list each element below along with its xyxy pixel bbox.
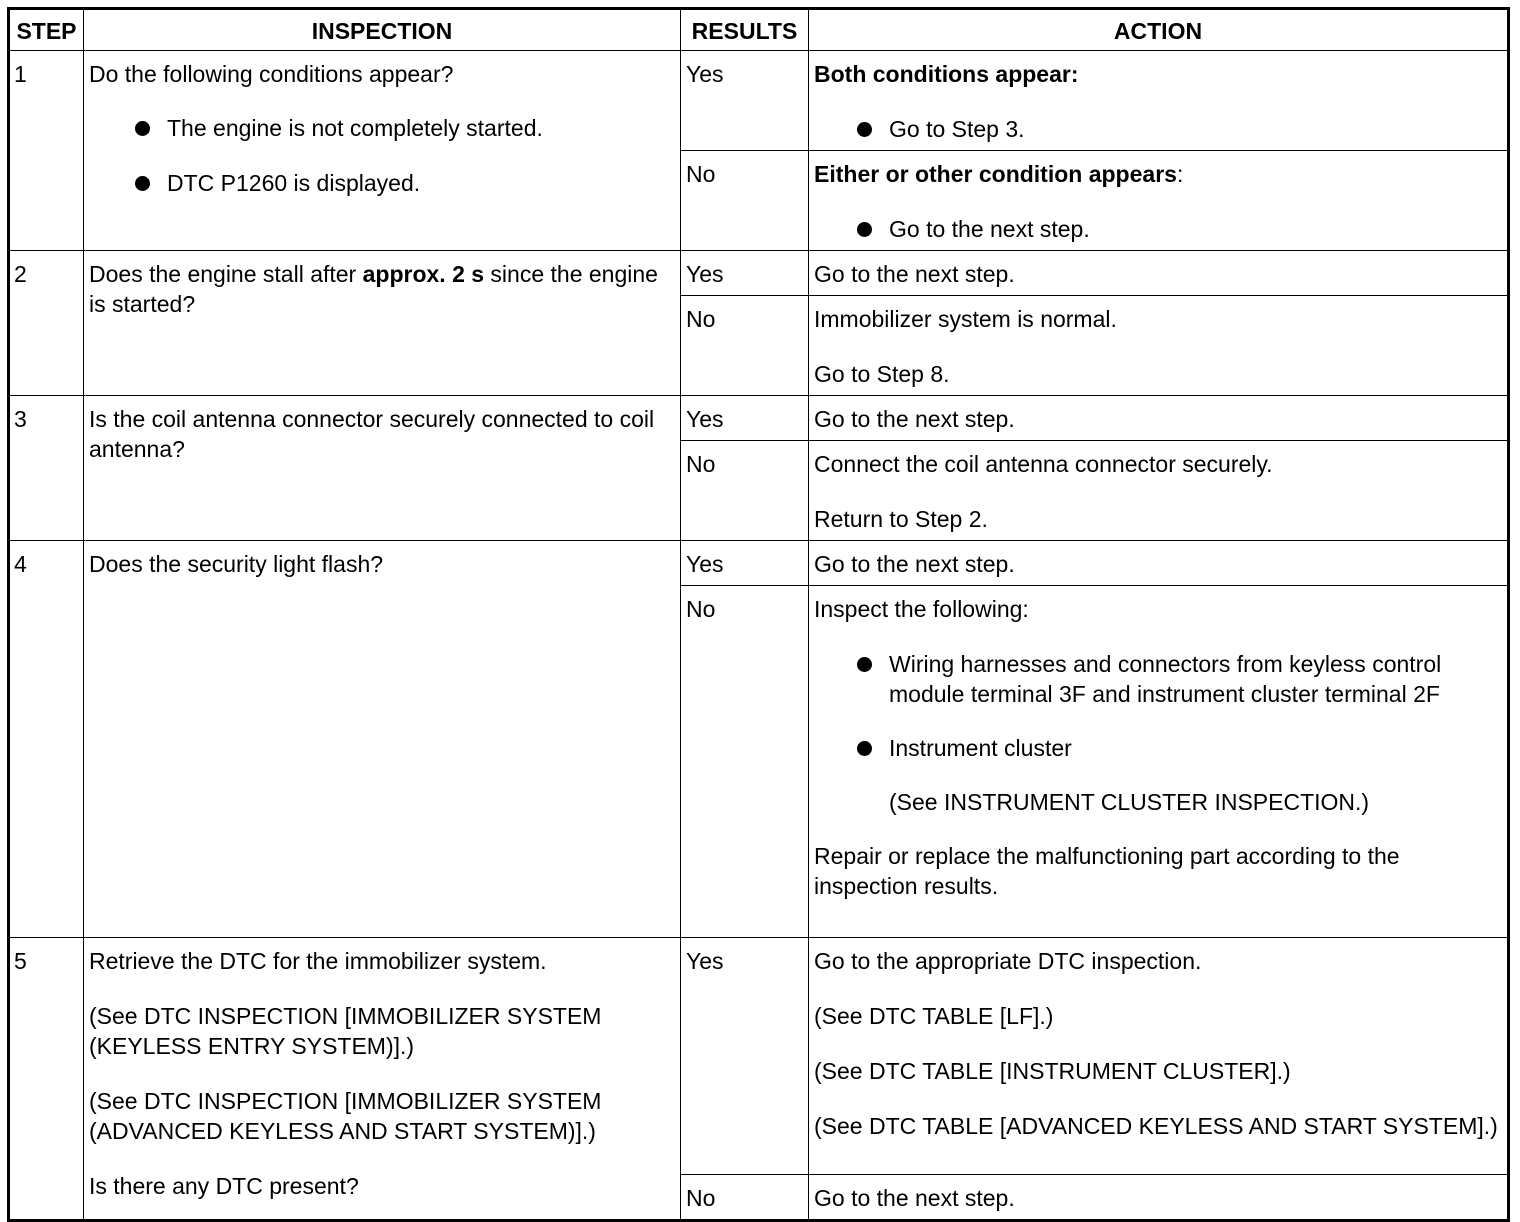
step-4-action-yes: Go to the next step. xyxy=(809,541,1509,586)
list-item: Instrument cluster (See INSTRUMENT CLUSTER INSPECTION.) xyxy=(857,733,1502,817)
bullet-icon xyxy=(857,122,872,137)
step-1-result-yes: Yes xyxy=(681,51,809,151)
step-1-number: 1 xyxy=(9,51,84,251)
step-3-action-no: Connect the coil antenna connector securely. Return to Step 2. xyxy=(809,441,1509,541)
bullet-icon xyxy=(857,222,872,237)
header-results: RESULTS xyxy=(681,9,809,51)
step-5-result-yes: Yes xyxy=(681,938,809,1175)
step-4-inspect-list xyxy=(814,649,1502,817)
step-2-yes-row xyxy=(9,251,1509,296)
step-2-inspection: Does the engine stall after approx. 2 s since the engine is started? xyxy=(84,251,681,396)
step-4-action-no: Inspect the following: Wiring harnesses and connectors from keyless control module terminal 3F and instrument cluster terminal 2F Instrument cluster (See INSTRUMENT CLUSTER INSPECTION.) Repair or replace the malfunctioning part according to the inspection results. xyxy=(809,586,1509,938)
header-action: ACTION xyxy=(809,9,1509,51)
step-3-action-yes: Go to the next step. xyxy=(809,396,1509,441)
step-3-result-no: No xyxy=(681,441,809,541)
step-4-result-yes: Yes xyxy=(681,541,809,586)
list-item: Wiring harnesses and connectors from keyless control module terminal 3F and instrument cluster terminal 2F xyxy=(857,649,1502,709)
troubleshooting-table xyxy=(7,7,1510,1222)
step-1-yes-row xyxy=(9,51,1509,151)
header-inspection: INSPECTION xyxy=(84,9,681,51)
step-4-result-no: No xyxy=(681,586,809,938)
bullet-icon xyxy=(857,657,872,672)
list-item: DTC P1260 is displayed. xyxy=(135,168,675,198)
bullet-icon xyxy=(135,176,150,191)
step-5-action-no: Go to the next step. xyxy=(809,1175,1509,1221)
step-5-number: 5 xyxy=(9,938,84,1221)
header-row xyxy=(9,9,1509,51)
step-1-action-yes xyxy=(809,51,1509,151)
step-3-result-yes: Yes xyxy=(681,396,809,441)
step-1-action-no: Either or other condition appears: Go to the next step. xyxy=(809,151,1509,251)
list-item: Go to the next step. xyxy=(857,214,1502,244)
step-1-question: Do the following conditions appear? xyxy=(89,61,454,87)
step-1-condition-list xyxy=(89,113,675,198)
step-4-number: 4 xyxy=(9,541,84,938)
step-2-result-no: No xyxy=(681,296,809,396)
step-4-reference: (See INSTRUMENT CLUSTER INSPECTION.) xyxy=(889,789,1370,815)
step-5-action-yes: Go to the appropriate DTC inspection. (See DTC TABLE [LF].) (See DTC TABLE [INSTRUMENT CLUSTER].) (See DTC TABLE [ADVANCED KEYLESS AND START SYSTEM].) xyxy=(809,938,1509,1175)
step-1-inspection xyxy=(84,51,681,251)
step-2-action-yes: Go to the next step. xyxy=(809,251,1509,296)
step-3-yes-row xyxy=(9,396,1509,441)
step-1-no-heading: Either or other condition appears xyxy=(814,161,1177,187)
step-4-yes-row xyxy=(9,541,1509,586)
step-2-action-no: Immobilizer system is normal. Go to Step 8. xyxy=(809,296,1509,396)
step-4-inspection: Does the security light flash? xyxy=(84,541,681,938)
step-1-result-no: No xyxy=(681,151,809,251)
step-2-result-yes: Yes xyxy=(681,251,809,296)
bullet-icon xyxy=(857,741,872,756)
step-3-inspection: Is the coil antenna connector securely connected to coil antenna? xyxy=(84,396,681,541)
list-item: The engine is not completely started. xyxy=(135,113,675,143)
header-step: STEP xyxy=(9,9,84,51)
bullet-icon xyxy=(135,121,150,136)
step-2-number: 2 xyxy=(9,251,84,396)
step-5-inspection: Retrieve the DTC for the immobilizer system. (See DTC INSPECTION [IMMOBILIZER SYSTEM (KEYLESS ENTRY SYSTEM)].) (See DTC INSPECTION [IMMOBILIZER SYSTEM (ADVANCED KEYLESS AND START SYSTEM)].) Is there any DTC present? xyxy=(84,938,681,1221)
list-item: Go to Step 3. xyxy=(857,114,1502,144)
step-5-yes-row xyxy=(9,938,1509,1175)
step-1-yes-heading: Both conditions appear: xyxy=(814,61,1079,87)
step-3-number: 3 xyxy=(9,396,84,541)
step-5-result-no: No xyxy=(681,1175,809,1221)
